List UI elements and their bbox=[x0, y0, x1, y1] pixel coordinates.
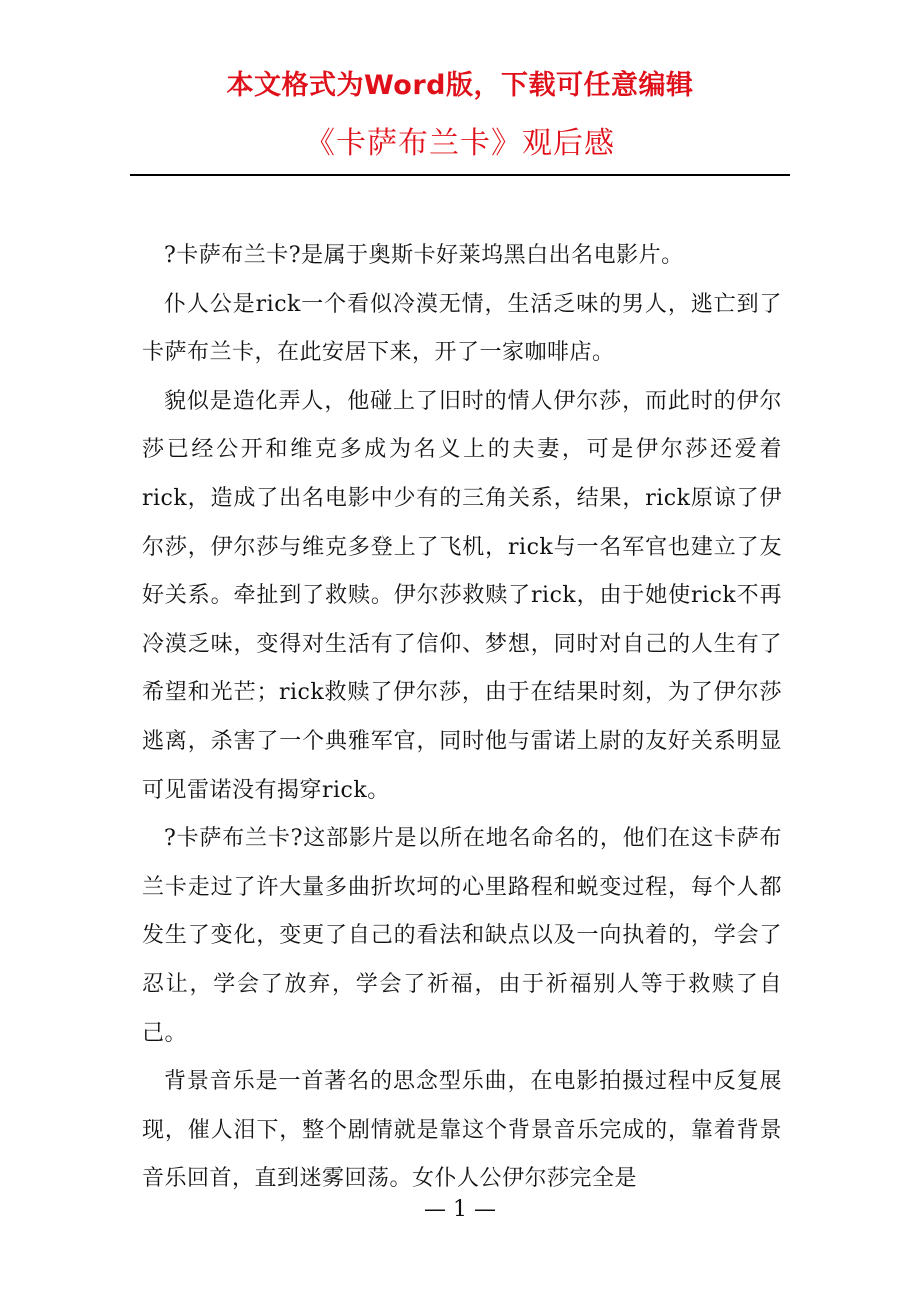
paragraph: ?卡萨布兰卡?是属于奥斯卡好莱坞黑白出名电影片。 bbox=[164, 243, 684, 268]
download-banner: 本文格式为Word版，下载可任意编辑 bbox=[226, 70, 694, 101]
paragraph: 仆人公是rick一个看似冷漠无情，生活乏味的男人，逃亡到了卡萨布兰卡，在此安居下来，开了一家咖啡店。 bbox=[142, 291, 782, 366]
page-number: — 1 — bbox=[424, 1197, 496, 1222]
document-body bbox=[142, 232, 782, 1204]
document-title: 《卡萨布兰卡》观后感 bbox=[305, 126, 615, 161]
paragraph: ?卡萨布兰卡?这部影片是以所在地名命名的，他们在这卡萨布兰卡走过了许大量多曲折坎坷的心里路程和蜕变过程，每个人都发生了变化，变更了自己的看法和缺点以及一向执着的，学会了忍让，学会了放弃，学会了祈福，由于祈福别人等于救赎了自己。 bbox=[142, 826, 782, 1046]
title-divider bbox=[130, 174, 790, 176]
paragraph: 貌似是造化弄人，他碰上了旧时的情人伊尔莎，而此时的伊尔莎已经公开和维克多成为名义上的夫妻，可是伊尔莎还爱着rick，造成了出名电影中少有的三角关系，结果，rick原谅了伊尔莎，伊尔莎与维克多登上了飞机，rick与一名军官也建立了友好关系。牵扯到了救赎。伊尔莎救赎了rick，由于她使rick不再冷漠乏味，变得对生活有了信仰、梦想，同时对自己的人生有了希望和光芒；rick救赎了伊尔莎，由于在结果时刻，为了伊尔莎逃离，杀害了一个典雅军官，同时他与雷诺上尉的友好关系明显可见雷诺没有揭穿rick。 bbox=[142, 388, 782, 803]
paragraph: 背景音乐是一首著名的思念型乐曲，在电影拍摄过程中反复展现，催人泪下，整个剧情就是靠这个背景音乐完成的，靠着背景音乐回首，直到迷雾回荡。女仆人公伊尔莎完全是 bbox=[142, 1069, 782, 1192]
